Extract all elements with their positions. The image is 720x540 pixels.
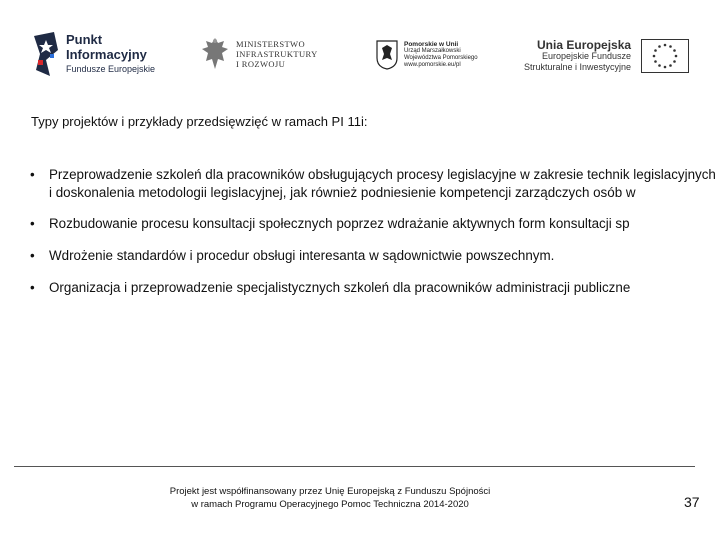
footer-line1: Projekt jest współfinansowany przez Unię Europejską z Funduszu Spójności xyxy=(169,486,491,497)
pomorskie-logo xyxy=(376,38,478,72)
punkt-line2: Informacyjny xyxy=(66,46,147,62)
bullet-4-text: Organizacja i przeprowadzenie specjalistycznych szkoleń dla pracowników administracji publiczne xyxy=(49,280,631,295)
pomorskie-crest-icon xyxy=(376,40,398,70)
page-number: 37 xyxy=(684,494,700,510)
ministerstwo-line3: I ROZWOJU xyxy=(236,59,286,69)
bullet-3-text: Wdrożenie standardów i procedur obsługi interesanta w sądownictwie powszechnym. xyxy=(49,248,555,263)
ue-line2: Europejskie Fundusze xyxy=(541,50,632,61)
bullet-1-line2: i doskonalenia metodologii legislacyjnej, jak również podniesienie kompetencji zarządczych osób w xyxy=(49,185,636,200)
logo-bar xyxy=(0,0,720,100)
pomorskie-line3: Województwa Pomorskiego xyxy=(404,55,478,61)
footer-divider xyxy=(14,466,695,467)
pomorskie-line4: www.pomorskie.eu/pl xyxy=(404,62,461,68)
list-item xyxy=(30,215,720,233)
star-map-icon xyxy=(32,30,60,78)
pomorskie-line2: Urząd Marszałkowski xyxy=(404,48,461,54)
bullet-marker: • xyxy=(30,248,35,263)
bullet-marker: • xyxy=(30,216,35,231)
footer xyxy=(120,485,540,511)
list-item xyxy=(30,279,720,297)
list-item xyxy=(30,166,720,202)
punkt-line1: Punkt xyxy=(66,31,103,47)
list-item xyxy=(30,247,720,265)
punkt-informacyjny-logo xyxy=(32,28,155,80)
ue-line3: Strukturalne i Inwestycyjne xyxy=(524,61,632,72)
bullet-1-line1: Przeprowadzenie szkoleń dla pracowników obsługujących procesy legislacyjne w zakresie technik legislacyjnych xyxy=(49,167,716,182)
punkt-line3: Fundusze Europejskie xyxy=(66,63,156,74)
bullet-2-text: Rozbudowanie procesu konsultacji społecznych poprzez wdrażanie aktywnych form konsultacji sp xyxy=(49,216,630,231)
ue-line1: Unia Europejska xyxy=(537,37,632,52)
polish-eagle-icon xyxy=(200,35,230,73)
ministerstwo-line2: INFRASTRUKTURY xyxy=(236,49,318,59)
unia-europejska-logo xyxy=(524,36,689,76)
ministerstwo-line1: MINISTERSTWO xyxy=(236,39,306,49)
bullet-marker: • xyxy=(30,167,35,182)
bullet-list xyxy=(30,166,720,311)
pomorskie-line1: Pomorskie w Unii xyxy=(404,41,459,48)
footer-line2: w ramach Programu Operacyjnego Pomoc Techniczna 2014-2020 xyxy=(191,499,469,510)
bullet-marker: • xyxy=(30,280,35,295)
section-heading: Typy projektów i przykłady przedsięwzięć w ramach PI 11i: xyxy=(31,114,368,129)
eu-flag-icon xyxy=(641,39,689,73)
ministerstwo-logo xyxy=(200,34,318,74)
